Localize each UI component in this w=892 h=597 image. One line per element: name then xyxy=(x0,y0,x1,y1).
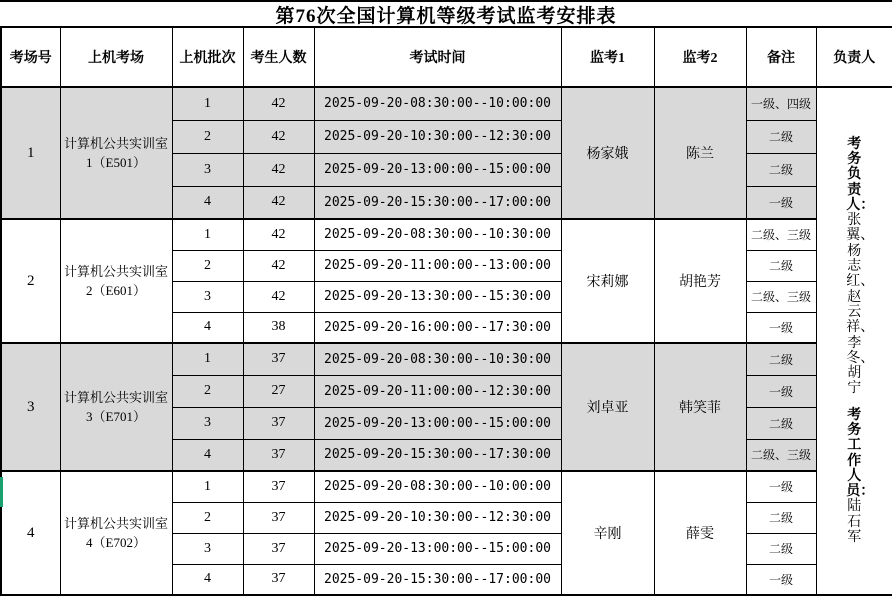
cell-count[interactable]: 37 xyxy=(243,343,314,375)
cell-count[interactable]: 42 xyxy=(243,281,314,312)
staff-names: 陆石军 xyxy=(847,499,862,546)
selection-marker xyxy=(0,477,3,507)
cell-invigilator2[interactable]: 胡艳芳 xyxy=(654,219,746,343)
leader-label: 考务负责人： xyxy=(846,136,875,213)
cell-batch[interactable]: 4 xyxy=(172,439,243,471)
cell-count[interactable]: 42 xyxy=(243,219,314,250)
cell-note[interactable]: 二级 xyxy=(746,343,816,375)
cell-invigilator2[interactable]: 陈兰 xyxy=(654,87,746,219)
col-header-room[interactable]: 上机考场 xyxy=(60,27,172,87)
cell-invigilator1[interactable]: 刘卓亚 xyxy=(561,343,654,471)
cell-batch[interactable]: 3 xyxy=(172,153,243,186)
cell-time[interactable]: 2025-09-20-15:30:00--17:00:00 xyxy=(314,564,561,595)
cell-count[interactable]: 42 xyxy=(243,120,314,153)
cell-batch[interactable]: 1 xyxy=(172,471,243,502)
cell-room-no[interactable]: 1 xyxy=(1,87,60,219)
staff-label: 考务工作人员： xyxy=(846,407,875,500)
cell-note[interactable]: 二级 xyxy=(746,533,816,564)
col-header-room-no[interactable]: 考场号 xyxy=(1,27,60,87)
cell-note[interactable]: 二级 xyxy=(746,120,816,153)
cell-room-name[interactable]: 计算机公共实训室2（E601） xyxy=(60,219,172,343)
cell-batch[interactable]: 2 xyxy=(172,250,243,281)
cell-time[interactable]: 2025-09-20-13:30:00--15:30:00 xyxy=(314,281,561,312)
cell-room-name[interactable]: 计算机公共实训室4（E702） xyxy=(60,471,172,595)
cell-time[interactable]: 2025-09-20-08:30:00--10:00:00 xyxy=(314,87,561,120)
cell-note[interactable]: 二级 xyxy=(746,407,816,439)
cell-time[interactable]: 2025-09-20-11:00:00--13:00:00 xyxy=(314,250,561,281)
cell-batch[interactable]: 3 xyxy=(172,281,243,312)
cell-room-no[interactable]: 2 xyxy=(1,219,60,343)
leader-text xyxy=(846,136,875,546)
cell-time[interactable]: 2025-09-20-15:30:00--17:30:00 xyxy=(314,439,561,471)
cell-invigilator1[interactable]: 杨家娥 xyxy=(561,87,654,219)
cell-batch[interactable]: 1 xyxy=(172,219,243,250)
table-row xyxy=(1,471,892,502)
cell-note[interactable]: 一级 xyxy=(746,375,816,407)
table-row xyxy=(1,343,892,375)
cell-count[interactable]: 42 xyxy=(243,186,314,219)
cell-batch[interactable]: 4 xyxy=(172,186,243,219)
cell-leader[interactable] xyxy=(816,87,892,595)
cell-time[interactable]: 2025-09-20-16:00:00--17:30:00 xyxy=(314,312,561,343)
cell-time[interactable]: 2025-09-20-13:00:00--15:00:00 xyxy=(314,153,561,186)
cell-batch[interactable]: 4 xyxy=(172,564,243,595)
cell-time[interactable]: 2025-09-20-08:30:00--10:30:00 xyxy=(314,343,561,375)
col-header-invigilator1[interactable]: 监考1 xyxy=(561,27,654,87)
cell-count[interactable]: 37 xyxy=(243,439,314,471)
cell-room-name[interactable]: 计算机公共实训室3（E701） xyxy=(60,343,172,471)
cell-count[interactable]: 27 xyxy=(243,375,314,407)
cell-invigilator2[interactable]: 薛雯 xyxy=(654,471,746,595)
cell-room-no[interactable]: 3 xyxy=(1,343,60,471)
col-header-invigilator2[interactable]: 监考2 xyxy=(654,27,746,87)
cell-note[interactable]: 一级 xyxy=(746,564,816,595)
col-header-note[interactable]: 备注 xyxy=(746,27,816,87)
cell-count[interactable]: 37 xyxy=(243,471,314,502)
col-header-time[interactable]: 考试时间 xyxy=(314,27,561,87)
cell-batch[interactable]: 1 xyxy=(172,343,243,375)
cell-invigilator1[interactable]: 辛刚 xyxy=(561,471,654,595)
cell-note[interactable]: 一级 xyxy=(746,471,816,502)
cell-note[interactable]: 二级 xyxy=(746,250,816,281)
cell-count[interactable]: 37 xyxy=(243,533,314,564)
header-row xyxy=(1,27,892,87)
cell-room-name[interactable]: 计算机公共实训室1（E501） xyxy=(60,87,172,219)
cell-batch[interactable]: 4 xyxy=(172,312,243,343)
cell-time[interactable]: 2025-09-20-08:30:00--10:30:00 xyxy=(314,219,561,250)
cell-batch[interactable]: 2 xyxy=(172,120,243,153)
leader-names: 张翼、杨志红、赵云祥、李冬、胡宁 xyxy=(846,213,875,397)
cell-note[interactable]: 二级、三级 xyxy=(746,281,816,312)
cell-count[interactable]: 37 xyxy=(243,564,314,595)
col-header-count[interactable]: 考生人数 xyxy=(243,27,314,87)
cell-batch[interactable]: 2 xyxy=(172,502,243,533)
cell-time[interactable]: 2025-09-20-15:30:00--17:00:00 xyxy=(314,186,561,219)
schedule-table xyxy=(0,26,892,596)
cell-note[interactable]: 二级 xyxy=(746,153,816,186)
col-header-batch[interactable]: 上机批次 xyxy=(172,27,243,87)
cell-note[interactable]: 一级、四级 xyxy=(746,87,816,120)
page-title: 第76次全国计算机等级考试监考安排表 xyxy=(0,0,892,26)
cell-batch[interactable]: 1 xyxy=(172,87,243,120)
cell-note[interactable]: 二级、三级 xyxy=(746,219,816,250)
table-row xyxy=(1,87,892,120)
cell-count[interactable]: 42 xyxy=(243,153,314,186)
cell-count[interactable]: 37 xyxy=(243,502,314,533)
table-row xyxy=(1,219,892,250)
cell-note[interactable]: 一级 xyxy=(746,312,816,343)
cell-time[interactable]: 2025-09-20-11:00:00--12:30:00 xyxy=(314,375,561,407)
cell-room-no[interactable]: 4 xyxy=(1,471,60,595)
cell-time[interactable]: 2025-09-20-13:00:00--15:00:00 xyxy=(314,533,561,564)
cell-batch[interactable]: 3 xyxy=(172,533,243,564)
cell-invigilator1[interactable]: 宋莉娜 xyxy=(561,219,654,343)
cell-note[interactable]: 二级、三级 xyxy=(746,439,816,471)
cell-note[interactable]: 二级 xyxy=(746,502,816,533)
cell-count[interactable]: 42 xyxy=(243,250,314,281)
cell-count[interactable]: 38 xyxy=(243,312,314,343)
cell-time[interactable]: 2025-09-20-10:30:00--12:30:00 xyxy=(314,502,561,533)
cell-time[interactable]: 2025-09-20-08:30:00--10:00:00 xyxy=(314,471,561,502)
col-header-leader[interactable]: 负责人 xyxy=(816,27,892,87)
cell-time[interactable]: 2025-09-20-13:00:00--15:00:00 xyxy=(314,407,561,439)
cell-batch[interactable]: 2 xyxy=(172,375,243,407)
cell-batch[interactable]: 3 xyxy=(172,407,243,439)
cell-count[interactable]: 37 xyxy=(243,407,314,439)
cell-invigilator2[interactable]: 韩笑菲 xyxy=(654,343,746,471)
cell-count[interactable]: 42 xyxy=(243,87,314,120)
cell-note[interactable]: 一级 xyxy=(746,186,816,219)
cell-time[interactable]: 2025-09-20-10:30:00--12:30:00 xyxy=(314,120,561,153)
leader-text-gap xyxy=(846,397,862,408)
